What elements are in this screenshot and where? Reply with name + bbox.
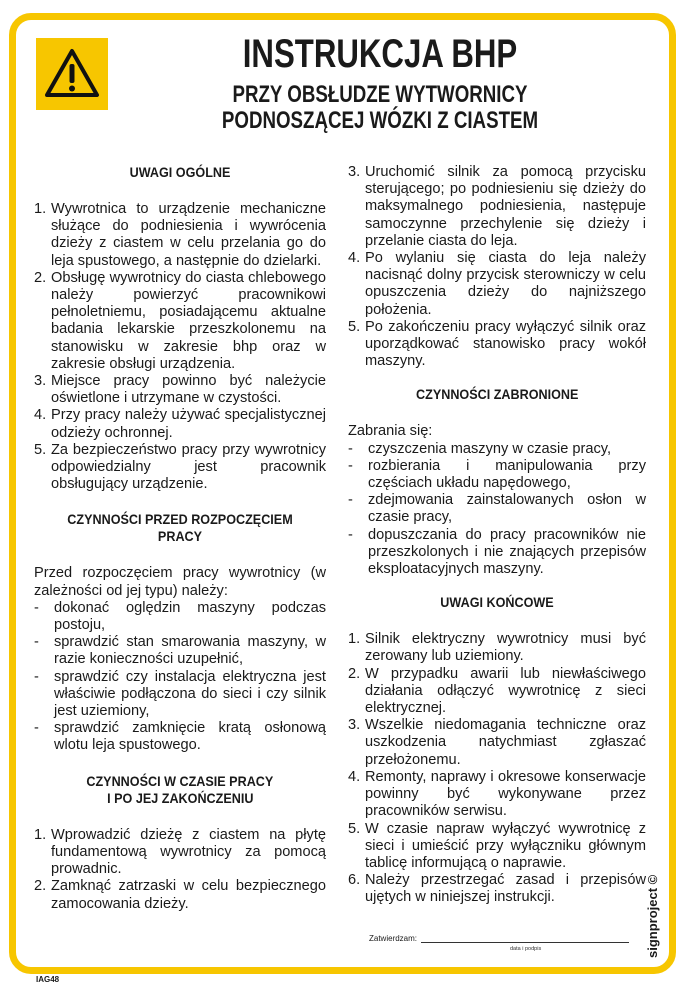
warning-triangle-icon <box>36 38 108 110</box>
before-heading: CZYNNOŚCI PRZED ROZPOCZĘCIEM PRACY <box>67 511 293 545</box>
list-item: - zdejmowania zainstalowanych osłon w czasie pracy, <box>348 492 646 526</box>
list-item: 3. Uruchomić silnik za pomocą przycisku sterującego; po podniesieniu się dzieży do maksymalnego podniesienia, następuje samoczynne przechylenie się dzieży i przelanie ciasta do leja. <box>348 164 646 249</box>
list-item: - sprawdzić zamknięcie kratą osłonową wlotu leja spustowego. <box>34 720 326 754</box>
during-list-part2 <box>348 164 646 370</box>
list-item: 4. Po wylaniu się ciasta do leja należy nacisnąć dolny przycisk sterowniczy w celu opuszczenia dzieży do najniższego położenia. <box>348 250 646 318</box>
approval-sub-label: data i podpis <box>510 946 542 952</box>
list-item: 5. W czasie napraw wyłączyć wywrotnicę z sieci i umieścić przy wyłączniku głównym tablicę informującą o naprawie. <box>348 820 646 871</box>
list-item: - rozbierania i manipulowania przy częściach układu napędowego, <box>348 457 646 492</box>
list-item: - sprawdzić stan smarowania maszyny, w razie konieczności uzupełnić, <box>34 634 326 668</box>
page-subtitle-2: PODNOSZĄCEJ WÓZKI Z CIASTEM <box>221 107 539 134</box>
during-list-part1 <box>34 827 326 913</box>
brand-label: signproject © <box>645 874 660 958</box>
list-item: - sprawdzić czy instalacja elektryczna jest właściwie podłączona do sieci i czy silnik jest uziemiony, <box>34 668 326 720</box>
list-item: 2. Obsługę wywrotnicy do ciasta chlebowego należy powierzyć pracownikowi pełnoletniemu, posiadającemu aktualne badania lekarskie przeszkolonemu na stanowisku w zakresie bhp oraz w zakresie obsługi urządzenia. <box>34 269 326 372</box>
general-heading: UWAGI OGÓLNE <box>129 164 231 180</box>
approval-label: Zatwierdzam: <box>369 934 418 943</box>
before-list <box>34 600 326 755</box>
list-item: - czyszczenia maszyny w czasie pracy, <box>348 440 612 457</box>
list-item: 2. W przypadku awarii lub niewłaściwego działania odłączyć wywrotnicę z sieci elektrycznej. <box>348 665 646 717</box>
product-code: IAG48 <box>36 975 60 984</box>
forbidden-heading: CZYNNOŚCI ZABRONIONE <box>415 386 579 403</box>
list-item: 2. Zamknąć zatrzaski w celu bezpiecznego zamocowania dzieży. <box>34 878 326 912</box>
page-title: INSTRUKCJA BHP <box>242 32 518 76</box>
list-item: 5. Za bezpieczeństwo pracy przy wywrotnicy odpowiedzialny jest pracownik obsługujący urządzenie. <box>34 441 326 493</box>
final-list <box>348 631 646 906</box>
final-heading: UWAGI KOŃCOWE <box>440 594 554 611</box>
during-heading: CZYNNOŚCI W CZASIE PRACY I PO JEJ ZAKOŃCZENIU <box>86 772 274 806</box>
page-subtitle-1: PRZY OBSŁUDZE WYTWORNICY <box>232 81 528 108</box>
list-item: 1. Silnik elektryczny wywrotnicy musi być zerowany lub uziemiony. <box>348 631 646 665</box>
right-column <box>348 164 646 907</box>
list-item: 6. Należy przestrzegać zasad i przepisów ujętych w niniejszej instrukcji. <box>348 872 646 906</box>
list-item: 1. Wprowadzić dzieżę z ciastem na płytę fundamentową wywrotnicy za pomocą prowadnic. <box>34 826 326 878</box>
list-item: 3. Wszelkie niedomagania techniczne oraz uszkodzenia natychmiast zgłaszać przełożonemu. <box>348 717 646 768</box>
list-item: 1. Wywrotnica to urządzenie mechaniczne służące do podniesienia i wywrócenia dzieży z ciastem w celu przelania go do leja spustowego, a następnie do dzielarki. <box>34 201 326 269</box>
list-item: 3. Miejsce pracy powinno być należycie oświetlone i utrzymane w czystości. <box>34 373 326 407</box>
list-item: 5. Po zakończeniu pracy wyłączyć silnik oraz uporządkować stanowisko pracy wokół maszyny. <box>348 318 646 370</box>
signature-line <box>421 935 629 943</box>
approval-signature-line <box>369 934 629 943</box>
left-column <box>34 164 326 913</box>
forbidden-list <box>348 441 646 579</box>
general-list <box>34 201 326 493</box>
before-intro: Przed rozpoczęciem pracy wywrotnicy (w zależności od jej typu) należy: <box>34 565 326 599</box>
list-item: 4. Przy pracy należy używać specjalistycznej odzieży ochronnej. <box>34 407 326 441</box>
forbidden-intro: Zabrania się: <box>348 423 433 440</box>
list-item: 4. Remonty, naprawy i okresowe konserwacje powinny być wykonywane przez pracowników serwisu. <box>348 768 646 820</box>
list-item: - dopuszczania do pracy pracowników nie przeszkolonych i nie znających przepisów eksploatacyjnych maszyny. <box>348 526 646 578</box>
list-item: - dokonać oględzin maszyny podczas postoju, <box>34 599 326 634</box>
